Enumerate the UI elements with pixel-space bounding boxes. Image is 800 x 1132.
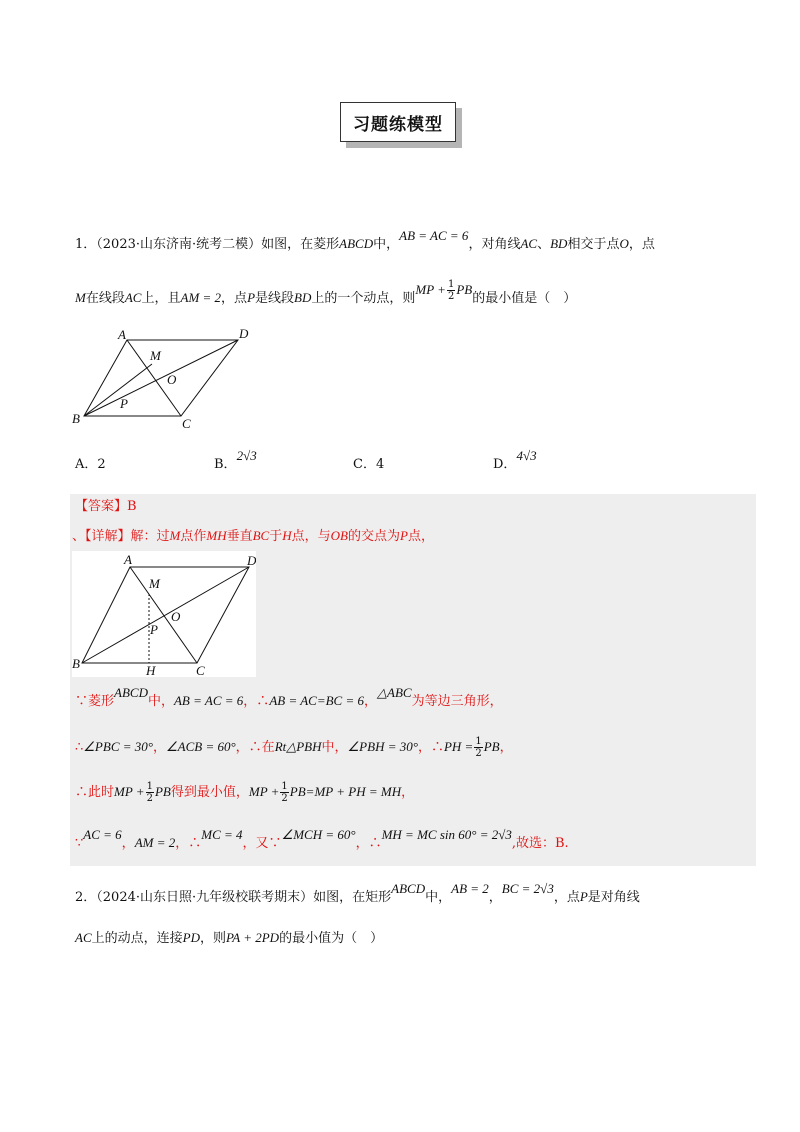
- q2-bc: BC = 2√3: [501, 881, 554, 896]
- q1-text-f: 在线段: [85, 291, 125, 306]
- q1-option-b: [214, 448, 257, 472]
- q1-label-o: O: [167, 372, 177, 387]
- q2-ab: AB = 2: [451, 881, 489, 896]
- q2-text-e: 是对角线: [587, 890, 640, 905]
- q1-eq-ab-ac: AB = AC = 6: [399, 228, 469, 243]
- l4-d: ，又∵: [242, 836, 282, 851]
- section-title: 习题练模型: [340, 102, 456, 142]
- l1-b: 中，: [147, 694, 174, 709]
- l2-d: 中，: [321, 740, 348, 755]
- q1-expr-pb: PB: [456, 282, 473, 297]
- q1-text-b: 中，: [373, 237, 400, 252]
- q2-source: （2024·山东日照·九年级校联考期末）: [96, 890, 314, 905]
- l1-e: 为等边三角形，: [411, 694, 503, 709]
- q1-text-e: ，点: [628, 237, 655, 252]
- q2-number: 2．: [75, 890, 97, 905]
- q2-text-f: 上的动点，连接: [91, 931, 183, 946]
- l3-frac-den-2: 2: [281, 793, 288, 804]
- q1-line-1: [75, 228, 655, 255]
- q1-option-a-value: 2: [97, 457, 106, 472]
- answer-panel: [70, 494, 756, 866]
- q1-ac-2: AC: [124, 290, 142, 305]
- answer-label-b: B: [72, 656, 80, 671]
- l2-frac-den: 2: [475, 748, 482, 759]
- detail-e: 的交点为: [348, 529, 401, 544]
- l4-mh: MH = MC sin 60° = 2√3: [381, 827, 512, 842]
- detail-mh: MH: [206, 528, 227, 543]
- l4-f: ,故选：B.: [511, 836, 569, 851]
- q1-option-d-label: D．: [493, 457, 517, 472]
- answer-detail-intro: [72, 526, 434, 547]
- l1-a: ∵菱形: [75, 694, 115, 709]
- answer-diagonal-ac: [130, 567, 197, 663]
- detail-h: H: [282, 528, 292, 543]
- q2-line-1: [75, 881, 640, 908]
- l2-ph: PH =: [443, 739, 474, 754]
- q1-frac-den: 2: [447, 291, 455, 302]
- q1-line-2: [75, 279, 577, 310]
- q1-text-h: ，点: [221, 291, 248, 306]
- q2-text-g: ，则: [199, 931, 226, 946]
- q1-m: M: [75, 290, 86, 305]
- q1-frac-num: 1: [447, 279, 455, 290]
- l4-am: AM = 2: [134, 835, 176, 850]
- l3-b: 得到最小值，: [170, 785, 249, 800]
- l4-a: ∵: [75, 836, 84, 851]
- q2-expr: PA + 2PD: [226, 930, 280, 945]
- q1-option-d: [493, 448, 537, 472]
- detail-b: 垂直: [226, 529, 253, 544]
- q1-sep: 、: [537, 237, 551, 252]
- l2-c: ，∴在: [235, 740, 275, 755]
- l3-c: ，: [401, 785, 415, 800]
- answer-label-m: M: [149, 576, 160, 591]
- detail-prefix: 、【详解】解：过: [72, 529, 170, 544]
- l3-frac-den: 2: [146, 793, 153, 804]
- q2-line-2: [75, 928, 383, 949]
- l1-eq2: AB = AC=BC = 6: [269, 693, 365, 708]
- q1-am: AM = 2: [180, 290, 222, 305]
- q1-label-d: D: [239, 326, 249, 341]
- l2-fraction: [474, 736, 482, 759]
- l3-eq: PB=MP + PH = MH: [289, 784, 402, 799]
- detail-bc: BC: [252, 528, 270, 543]
- q1-label-p: P: [120, 396, 128, 411]
- answer-tag: 【答案】B: [75, 499, 137, 514]
- q1-text-d: 相交于点: [567, 237, 620, 252]
- q1-text-k: 的最小值是（ ）: [472, 291, 577, 306]
- answer-line-2: [75, 736, 513, 759]
- answer-label-c: C: [196, 663, 205, 677]
- l4-e: ，∴: [355, 836, 382, 851]
- l2-eq1: ∠PBC = 30°: [83, 739, 153, 754]
- l2-eq3: ∠PBH = 30°: [347, 739, 418, 754]
- q1-text-i: 是线段: [255, 291, 295, 306]
- answer-label-p: P: [150, 622, 158, 637]
- l2-rt: Rt△PBH: [274, 739, 322, 754]
- q1-label-c: C: [182, 416, 191, 431]
- l1-d: ，: [364, 694, 378, 709]
- q1-fraction: [447, 279, 455, 302]
- q2-text-d: ，点: [553, 890, 580, 905]
- q2-text-c: ，: [488, 890, 502, 905]
- l2-frac-num: 1: [475, 736, 482, 747]
- q2-text-b: 中，: [425, 890, 452, 905]
- q1-number: 1．: [75, 237, 97, 252]
- q1-source: （2023·山东济南·统考二模）: [96, 237, 262, 252]
- answer-line-3: [75, 781, 414, 804]
- q1-segment-bm: [84, 364, 152, 416]
- q1-option-c-label: C．: [353, 457, 376, 472]
- l4-b: ，: [121, 836, 135, 851]
- q1-option-d-value: 4√3: [516, 448, 537, 463]
- answer-label-a: A: [124, 552, 132, 567]
- detail-f: 点，: [407, 529, 434, 544]
- l3-pb: PB: [154, 784, 171, 799]
- l1-abcd: ABCD: [114, 685, 148, 700]
- l2-e: ，∴: [417, 740, 444, 755]
- q1-option-a: [75, 453, 106, 472]
- detail-m: M: [169, 528, 181, 543]
- q2-pd: PD: [182, 930, 200, 945]
- q1-figure: [70, 326, 260, 432]
- q1-text-j: 上的一个动点，则: [311, 291, 416, 306]
- q1-text-g: 上，且: [141, 291, 181, 306]
- answer-diagonal-bd: [82, 567, 249, 663]
- q1-label-b: B: [72, 411, 80, 426]
- q1-abcd: ABCD: [339, 236, 374, 251]
- answer-label-h: H: [146, 663, 156, 677]
- l3-fraction-2: [280, 781, 288, 804]
- q1-p: P: [247, 290, 256, 305]
- q1-diagonal-bd: [84, 340, 238, 416]
- l2-pb: PB: [483, 739, 500, 754]
- q1-text-c: ，对角线: [468, 237, 521, 252]
- q1-option-b-label: B．: [214, 457, 237, 472]
- detail-ob: OB: [330, 528, 348, 543]
- q1-option-a-label: A．: [75, 457, 98, 472]
- answer-label-o: O: [171, 609, 181, 624]
- l2-eq2: ∠ACB = 60°: [165, 739, 236, 754]
- q1-o: O: [619, 236, 629, 251]
- q1-option-c: [353, 453, 384, 472]
- detail-p: P: [400, 528, 408, 543]
- q1-bd-2: BD: [294, 290, 312, 305]
- l1-triangle: △ABC: [377, 685, 412, 700]
- l4-c: ，∴: [175, 836, 202, 851]
- l2-a: ∴: [75, 740, 84, 755]
- q2-text-a: 如图，在矩形: [313, 890, 392, 905]
- answer-line-4: [75, 827, 569, 854]
- q1-label-m: M: [150, 348, 161, 363]
- q2-abcd: ABCD: [391, 881, 426, 896]
- q1-text-a: 如图，在菱形: [261, 237, 340, 252]
- q1-ac: AC: [520, 236, 538, 251]
- answer-figure: [72, 551, 256, 677]
- detail-d: 点，与: [291, 529, 331, 544]
- l2-b: ，: [152, 740, 166, 755]
- l3-frac-num-2: 1: [281, 781, 288, 792]
- answer-line-1: [75, 685, 503, 712]
- l3-mp2: MP +: [248, 784, 280, 799]
- q2-p: P: [579, 889, 588, 904]
- l4-mc: MC = 4: [201, 827, 243, 842]
- q1-option-b-value: 2√3: [236, 448, 257, 463]
- l3-a: ∴此时: [75, 785, 115, 800]
- l2-f: ，: [499, 740, 513, 755]
- q1-label-a: A: [118, 327, 126, 342]
- l1-c: ，∴: [243, 694, 270, 709]
- l1-eq1: AB = AC = 6: [173, 693, 244, 708]
- q2-text-h: 的最小值为（ ）: [279, 931, 384, 946]
- answer-label-d: D: [247, 553, 256, 568]
- q1-expr-mp: MP +: [415, 282, 446, 297]
- detail-c: 于: [269, 529, 283, 544]
- q1-bd: BD: [550, 236, 568, 251]
- l4-ac: AC = 6: [83, 827, 122, 842]
- l3-fraction: [146, 781, 154, 804]
- detail-a: 点作: [180, 529, 207, 544]
- l3-mp: MP +: [114, 784, 145, 799]
- q1-option-c-value: 4: [375, 457, 385, 472]
- l3-frac-num: 1: [146, 781, 153, 792]
- l4-angle: ∠MCH = 60°: [281, 827, 356, 842]
- q2-ac: AC: [75, 930, 92, 945]
